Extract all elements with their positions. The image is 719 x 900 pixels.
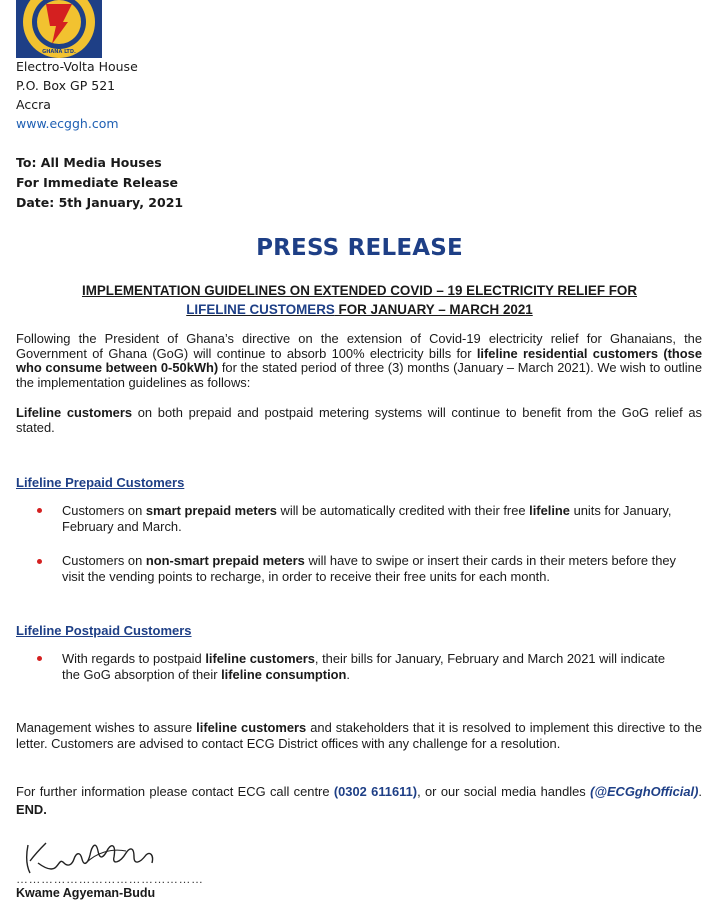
bold-text: non-smart prepaid meters — [145, 553, 305, 568]
lifeline-text: on both prepaid and postpaid metering systems will continue to benefit from the GoG relief as stated. — [16, 405, 702, 435]
text: units for January, February and March. — [62, 503, 672, 534]
subtitle-line-1: IMPLEMENTATION GUIDELINES ON EXTENDED COVID – 19 ELECTRICITY RELIEF FOR — [81, 283, 638, 298]
signature-line: ……………………………………… — [16, 872, 204, 886]
bold-text: lifeline customers — [205, 651, 315, 666]
bold-text: lifeline consumption — [221, 666, 347, 682]
closing-paragraph — [16, 720, 702, 752]
text: , their bills for January, February and March 2021 will indicate the GoG absorption of their — [62, 651, 666, 682]
prepaid-bullet-1 — [62, 503, 686, 534]
signatory-name: Kwame Agyeman-Budu — [16, 886, 156, 900]
text: will be automatically credited with their free — [276, 503, 530, 518]
intro-paragraph — [16, 332, 702, 391]
bold-text: lifeline customers — [196, 720, 307, 735]
text: will have to swipe or insert their cards in their meters before they visit the vending points to recharge, in order to receive their free units for each month. — [62, 553, 676, 584]
end-marker: END. — [16, 802, 47, 817]
postpaid-bullet-1 — [62, 651, 686, 682]
lifeline-bold: Lifeline customers — [16, 405, 133, 420]
text: For further information please contact ECG call centre — [16, 784, 334, 799]
bullet-icon — [37, 559, 42, 564]
subtitle-rest: FOR JANUARY – MARCH 2021 — [334, 302, 533, 317]
release-line: For Immediate Release — [16, 175, 179, 190]
text: With regards to postpaid — [62, 651, 206, 666]
contact-paragraph — [16, 783, 702, 819]
bullet-icon — [37, 508, 42, 513]
intro-text-a: Following the President of Ghana’s directive on the extension of Covid-19 electricity relief for Ghanaians, the Government of Ghana (GoG) will continue to absorb 100% electricity bills for — [16, 331, 702, 361]
text: and stakeholders that it is resolved to implement this directive to the letter. Customers are advised to contact ECG District offices with any challenge for a resolution. — [16, 720, 703, 751]
recipient-line: To: All Media Houses — [16, 155, 162, 170]
text: . — [698, 784, 702, 799]
subtitle-highlight: LIFELINE CUSTOMERS — [186, 302, 335, 317]
address-line-2: P.O. Box GP 521 — [16, 78, 116, 93]
text: , or our social media handles — [417, 784, 591, 799]
address-line-3: Accra — [16, 97, 51, 112]
bullet-icon — [37, 656, 42, 661]
bold-text: lifeline — [529, 503, 570, 518]
website-link[interactable]: www.ecggh.com — [16, 116, 119, 131]
text: Customers on — [62, 553, 146, 568]
bold-text: smart prepaid meters — [145, 503, 277, 518]
text: . — [346, 666, 351, 682]
postpaid-heading: Lifeline Postpaid Customers — [16, 623, 192, 638]
prepaid-heading: Lifeline Prepaid Customers — [16, 475, 185, 490]
intro-text-c: for the stated period of three (3) months (January – March 2021). We wish to outline the implementation guidelines as follows: — [16, 360, 702, 391]
text: Customers on — [62, 503, 146, 518]
date-line: Date: 5th January, 2021 — [16, 195, 184, 210]
lifeline-paragraph — [16, 406, 702, 435]
phone-number[interactable]: (0302 611611) — [333, 784, 418, 799]
ecg-logo — [16, 0, 102, 58]
prepaid-bullet-2 — [62, 553, 686, 584]
social-handle[interactable]: (@ECGghOfficial) — [590, 784, 699, 799]
logo-bottom-text: GHANA LTD. — [42, 49, 76, 55]
address-line-1: Electro-Volta House — [16, 59, 138, 74]
subtitle-line-2 — [0, 302, 719, 317]
press-release-title: PRESS RELEASE — [256, 235, 463, 261]
text: Management wishes to assure — [16, 720, 197, 735]
intro-text-bold: lifeline residential customers (those who consume between 0-50kWh) — [16, 345, 702, 376]
